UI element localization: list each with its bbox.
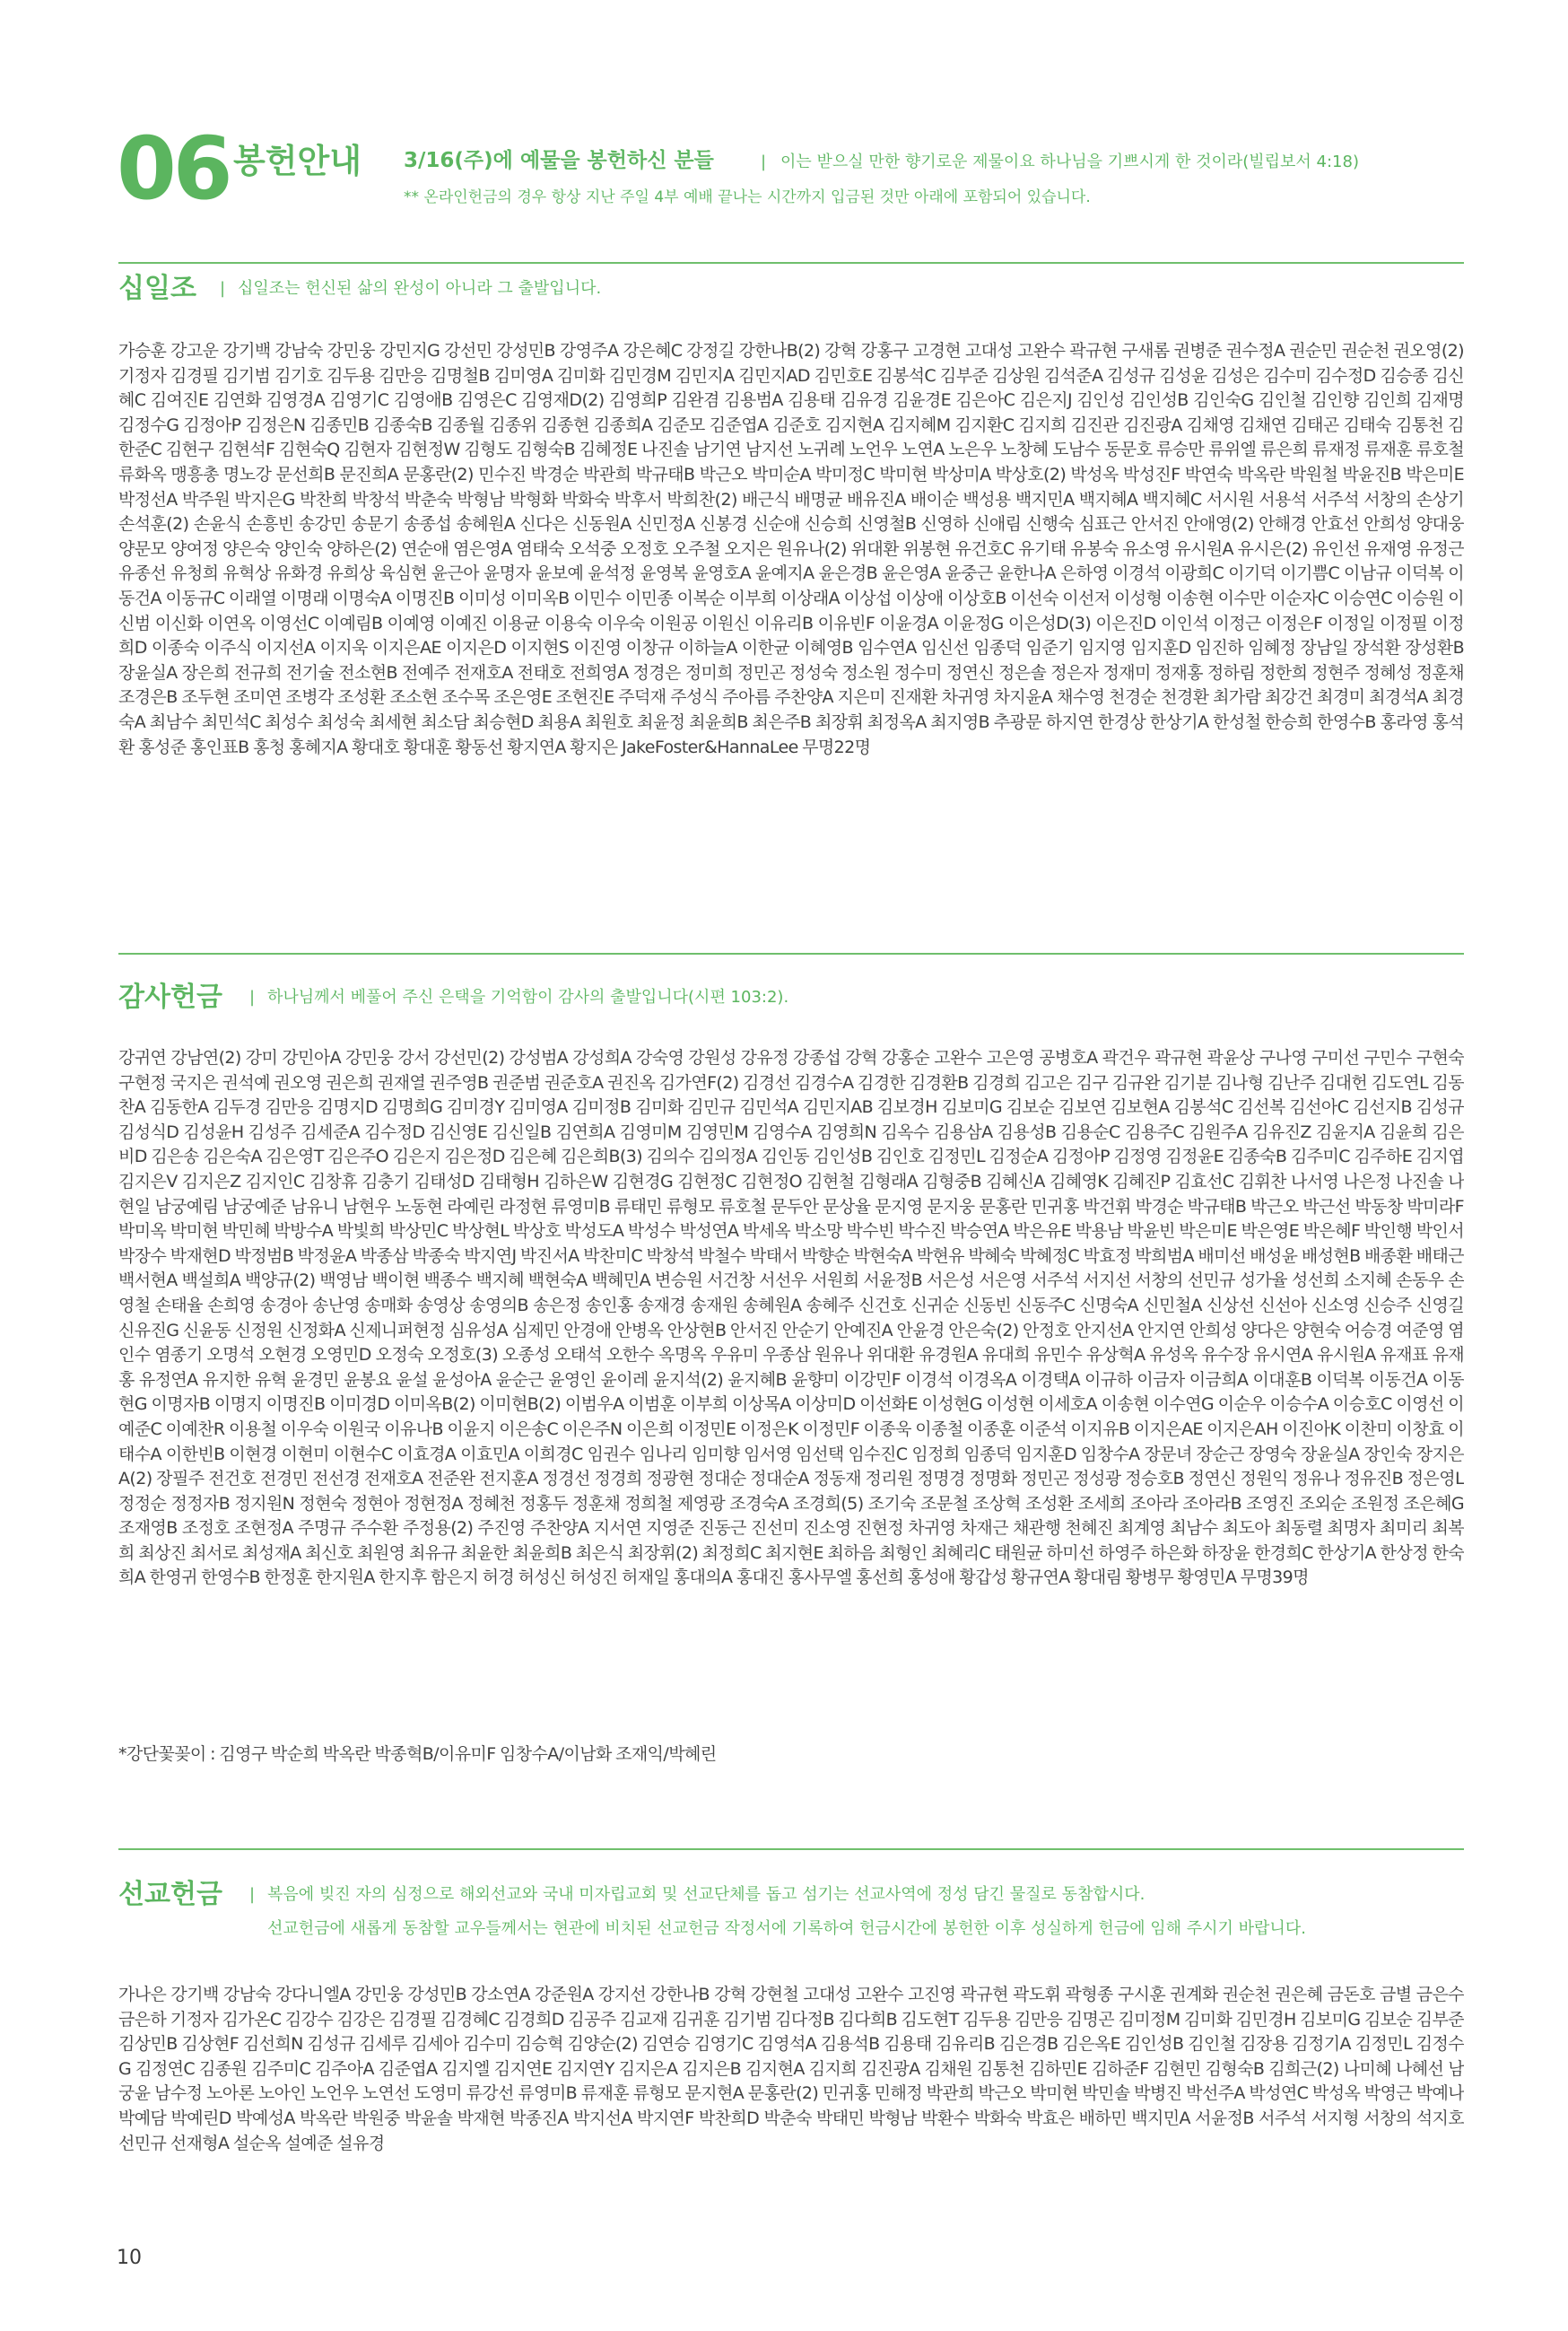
mission-title: 선교헌금: [118, 1879, 222, 1910]
tithe-names: 가승훈 강고운 강기백 강남숙 강민웅 강민지G 강선민 강성민B 강영주A 강은혜C 강정길 강한나B(2) 강혁 강홍구 고경현 고대성 고완수 곽규현 구새롬 권병준 권수정A 권순민 권순천 권오영(2) 기정자 김경필 김기범 김기호 김두용 김만응 김명철B 김미영A 김미화 김민경M 김민지A 김민지AD 김민호E 김봉석C 김부준 김상원 김석준A 김성규 김성윤 김성은 김수미 김수정D 김승종 김신혜C 김여진E 김연화 김영경A 김영기C 김영애B 김영은C 김영재D(2) 김영희P 김완겸 김용범A 김용태 김유경 김윤경E 김은아C 김은지J 김인성 김인성B 김인숙G 김인철 김인향 김인희 김재명 김정수G 김정아P 김정은N 김종민B 김종숙B 김종월 김종위 김종현 김종희A 김준모 김준엽A 김준호 김지현A 김지혜M 김지환C 김지희 김진관 김진광A 김채영 김채연 김태곤 김태숙 김통천 김한준C 김현구 김현석F 김현숙Q 김현자 김현정W 김형도 김형숙B 김혜정E 나진솔 남기연 남지선 노귀례 노언우 노연A 노은우 노창혜 도남수 동문호 류승만 류위엘 류은희 류재정 류재훈 류호철 류화옥 맹흥총 명노강 문선희B 문진희A 문홍란(2) 민수진 박경순 박관희 박규태B 박근오 박미순A 박미정C 박미현 박상미A 박상호(2) 박성옥 박성진F 박연숙 박옥란 박원철 박윤진B 박은미E 박정선A 박주원 박지은G 박찬희 박창석 박춘숙 박형남 박형화 박화숙 박후서 박희찬(2) 배근식 배명균 배유진A 배이순 백성용 백지민A 백지혜A 백지혜C 서시원 서용석 서주석 서창의 손상기 손석훈(2) 손윤식 손흥빈 송강민 송문기 송종섭 송혜원A 신다은 신동원A 신민정A 신봉경 신순애 신승희 신영철B 신영하 신애림 신행숙 심표근 안서진 안애영(2) 안해경 안효선 안희성 양대웅 양문모 양여정 양은숙 양인숙 양하은(2) 연순애 염은영A 염태숙 오석중 오정호 오주철 오지은 원유나(2) 위대환 위봉현 유건호C 유기태 유봉숙 유소영 유시원A 유시은(2) 유인선 유재영 유정근 유종선 유청희 유혁상 유화경 유희상 육심현 윤근아 윤명자 윤보예 윤석정 윤영복 윤영호A 윤예지A 윤은경B 윤은영A 윤중근 윤한나A 은하영 이경석 이광희C 이기덕 이기쁨C 이남규 이덕복 이동건A 이동규C 이래열 이명래 이명숙A 이명진B 이미성 이미옥B 이민수 이민종 이복순 이부희 이상래A 이상섭 이상애 이상호B 이선숙 이선저 이성형 이송현 이수만 이순자C 이승연C 이승원 이신범 이신화 이연옥 이영선C 이예림B 이예영 이예진 이용균 이용숙 이우숙 이원공 이원신 이유리B 이유빈F 이윤경A 이윤정G 이은성D(3) 이은진D 이인석 이정근 이정은F 이정일 이정필 이정희D 이종숙 이주식 이지선A 이지욱 이지은AE 이지은D 이지현S 이진영 이창규 이하늘A 이한균 이혜영B 임수연A 임신선 임종덕 임준기 임지영 임지훈D 임진하 임혜정 장남일 장석환 장성환B 장윤실A 장은희 전규희 전기술 전소현B 전예주 전재호A 전태호 전희영A 정경은 정미희 정민곤 정성숙 정소원 정수미 정연신 정은솔 정은자 정재미 정재홍 정하림 정한희 정현주 정혜성 정훈채 조경은B 조두현 조미연 조병각 조성환 조소현 조수목 조은영E 조현진E 주덕재 주성식 주아름 주찬양A 지은미 진재환 차귀영 차지윤A 채수영 천경순 천경환 최가람 최강건 최경미 최경석A 최경숙A 최남수 최민석C 최성수 최성숙 최세현 최소담 최승현D 최용A 최원호 최윤정 최윤희B 최은주B 최장휘 최정옥A 최지영B 추광문 하지연 한경상 한상기A 한성철 한승희 한영수B 홍라영 홍석환 홍성준 홍인표B 홍청 홍혜지A 황대호 황대훈 황동선 황지연A 황지은 JakeFoster&HannaLee 무명22명: [118, 341, 1464, 757]
online-offering-note: ** 온라인헌금의 경우 항상 지난 주일 4부 예배 끝나는 시간까지 입금된 것만 아래에 포함되어 있습니다.: [404, 188, 1091, 206]
separator: |: [249, 1885, 256, 1904]
tithe-title: 십일조: [118, 273, 196, 304]
flower-offering-note: *강단꽃꽂이 : 김영구 박순희 박옥란 박종혁B/이유미F 임창수A/이남화 조재익/박혜린: [118, 1744, 717, 1764]
divider: [118, 953, 1464, 955]
page-number: 10: [117, 2247, 142, 2269]
mission-names: 가나은 강기백 강남숙 강다니엘A 강민웅 강성민B 강소연A 강준원A 강지선 강한나B 강혁 강현철 고대성 고완수 고진영 곽규현 곽도휘 곽형종 구시훈 권계화 권순천 권은혜 금돈호 금별 금은수 금은하 기정자 김가온C 김강수 김강은 김경필 김경혜C 김경희D 김공주 김교재 김귀훈 김기범 김다정B 김다희B 김도현T 김두용 김만응 김명곤 김미정M 김미화 김민경H 김보미G 김보순 김부준 김상민B 김상현F 김선희N 김성규 김세루 김세아 김수미 김승혁 김양순(2) 김연승 김영기C 김영석A 김용석B 김용태 김유리B 김은경B 김은옥E 김인성B 김인철 김장용 김정기A 김정민L 김정수G 김정연C 김종원 김주미C 김주아A 김준엽A 김지엘 김지연E 김지연Y 김지은A 김지은B 김지현A 김지희 김진광A 김채원 김통천 김하민E 김하준F 김현민 김형숙B 김희근(2) 나미혜 나혜선 남궁윤 남수정 노아론 노아인 노언우 노연선 도영미 류강선 류영미B 류재훈 류형모 문지현A 문홍란(2) 민귀홍 민해정 박관희 박근오 박미현 박민솔 박병진 박선주A 박성연C 박성옥 박영근 박예나 박예담 박예린D 박예성A 박옥란 박원중 박윤솔 박재현 박종진A 박지선A 박지연F 박찬희D 박춘숙 박태민 박형남 박환수 박화숙 박효은 배하민 백지민A 서윤정B 서주석 서지형 서창의 석지호 선민규 선재형A 설순옥 설예준 설유경: [118, 1985, 1464, 2153]
bible-verse: 이는 받으실 만한 향기로운 제물이요 하나님을 기쁘시게 한 것이라(빌립보서 4:18): [780, 153, 1359, 171]
divider: [118, 262, 1464, 264]
separator: |: [249, 988, 256, 1007]
offering-date-heading: 3/16(주)에 예물을 봉헌하신 분들: [404, 149, 714, 172]
divider: [118, 1848, 1464, 1850]
separator: |: [761, 153, 767, 171]
mission-description-1: 복음에 빚진 자의 심정으로 해외선교와 국내 미자립교회 및 선교단체를 돕고 섬기는 선교사역에 정성 담긴 물질로 동참합시다.: [267, 1885, 1146, 1904]
mission-description-2: 선교헌금에 새롭게 동참할 교우들께서는 현관에 비치된 선교헌금 작정서에 기록하여 헌금시간에 봉헌한 이후 성실하게 헌금에 임해 주시기 바랍니다.: [267, 1919, 1306, 1938]
separator: |: [220, 279, 226, 298]
section-title: 봉헌안내: [233, 142, 362, 180]
thanks-names: 강귀연 강남연(2) 강미 강민아A 강민웅 강서 강선민(2) 강성범A 강성희A 강숙영 강원성 강유정 강종섭 강혁 강홍순 고완수 고은영 공병호A 곽건우 곽규현 곽윤상 구나영 구미선 구민수 구현숙 구현정 국지은 권석예 권오영 권은희 권재열 권주영B 권준범 권준호A 권진옥 김가연F(2) 김경선 김경수A 김경한 김경환B 김경희 김고은 김구 김규완 김기분 김나형 김난주 김대헌 김도연L 김동찬A 김동한A 김두경 김만응 김명지D 김명희G 김미경Y 김미영A 김미정B 김미화 김민규 김민석A 김민지AB 김보경H 김보미G 김보순 김보연 김보현A 김봉석C 김선복 김선아C 김선지B 김성규 김성식D 김성윤H 김성주 김세준A 김수정D 김신영E 김신일B 김연희A 김영미M 김영민M 김영수A 김영희N 김옥수 김용삼A 김용성B 김용순C 김용주C 김원주A 김유진Z 김윤지A 김윤희 김은비D 김은송 김은숙A 김은영T 김은주O 김은지 김은정D 김은혜 김은희B(3) 김의수 김의정A 김인동 김인성B 김인호 김정민L 김정순A 김정아P 김정영 김정윤E 김종숙B 김주미C 김주하E 김지엽 김지은V 김지은Z 김지인C 김창휴 김충기 김태성D 김태형H 김하은W 김현경G 김현정C 김현정O 김현철 김형래A 김형중B 김혜신A 김혜영K 김혜진P 김효선C 김휘찬 나서영 나은정 나진솔 나현일 남궁예림 남궁예준 남유니 남현우 노동현 라예린 라정현 류영미B 류태민 류형모 류호철 문두안 문상율 문지영 문지웅 문홍란 민귀홍 박건휘 박경순 박규태B 박근오 박근선 박동창 박미라F 박미옥 박미현 박민혜 박방수A 박빛희 박상민C 박상현L 박상호 박성도A 박성수 박성연A 박세옥 박소망 박수빈 박수진 박승연A 박은유E 박용남 박윤빈 박은미E 박은영E 박은혜F 박인행 박인서 박장수 박재현D 박정범B 박정윤A 박종삼 박종숙 박지연J 박진서A 박찬미C 박창석 박철수 박태서 박향순 박현숙A 박현유 박혜숙 박혜정C 박효정 박희범A 배미선 배성윤 배성현B 배종환 배태근 백서현A 백설희A 백양규(2) 백영남 백이현 백종수 백지혜 백현숙A 백혜민A 변승원 서건창 서선우 서원희 서윤정B 서은성 서은영 서주석 서지선 서창의 선민규 성가율 성선희 소지혜 손동우 손영철 손태율 손희영 송경아 송난영 송매화 송영상 송영의B 송은정 송인홍 송재경 송재원 송혜원A 송혜주 신건호 신귀순 신동빈 신동주C 신명숙A 신민철A 신상선 신선아 신소영 신승주 신영길 신유진G 신윤동 신정원 신정화A 신제니퍼현정 심유성A 심제민 안경애 안병옥 안상현B 안서진 안순기 안예진A 안윤경 안은숙(2) 안정호 안지선A 안지연 안희성 양다은 양현숙 어승경 여준영 염인수 염종기 오명석 오현경 오영민D 오정숙 오정호(3) 오종성 오태석 오한수 옥명옥 우유미 우종삼 원유나 위대환 유경원A 유대희 유민수 유상혁A 유성옥 유수장 유시연A 유시원A 유재표 유재홍 유정연A 유지한 유혁 윤경민 윤봉요 윤설 윤성아A 윤순근 윤영인 윤이레 윤지석(2) 윤지혜B 윤향미 이강민F 이경석 이경옥A 이경택A 이규하 이금자 이금희A 이대훈B 이덕복 이동건A 이동현G 이명자B 이명지 이명진B 이미경D 이미옥B(2) 이미현B(2) 이범우A 이범훈 이부희 이상목A 이상미D 이선화E 이성현G 이성현 이세호A 이송현 이수연G 이순우 이승수A 이승호C 이영선 이예준C 이예찬R 이용철 이우숙 이원국 이유나B 이윤지 이은송C 이은주N 이은희 이정민E 이정은K 이정민F 이종욱 이종철 이종훈 이준석 이지유B 이지은AE 이지은AH 이진아K 이찬미 이창효 이태수A 이한빈B 이현경 이현미 이현수C 이효경A 이효민A 이희경C 임권수 임나리 임미향 임서영 임선택 임수진C 임정희 임종덕 임지훈D 임창수A 장문녀 장순근 장영숙 장윤실A 장인숙 장지은A(2) 장필주 전건호 전경민 전선경 전재호A 전준완 전지훈A 정경선 정경희 정광현 정대순 정대순A 정동재 정리원 정명경 정명화 정민곤 정성광 정승호B 정연신 정원익 정유나 정유진B 정은영L 정정순 정정자B 정지원N 정현숙 정현아 정현정A 정혜천 정홍두 정훈채 정희철 제영광 조경숙A 조경희(5) 조기숙 조문철 조상혁 조성환 조세희 조아라 조아라B 조영진 조외순 조원정 조은혜G 조재영B 조정호 조현정A 주명규 주수환 주정용(2) 주진영 주찬양A 지서연 지영준 진동근 진선미 진소영 진현정 차귀영 차재근 채관행 천혜진 최계영 최남수 최도아 최동렬 최명자 최미리 최복희 최상진 최서로 최성재A 최신호 최원영 최유규 최윤한 최윤희B 최은식 최장휘(2) 최정희C 최지현E 최하음 최형인 최혜리C 태원균 하미선 하영주 하은화 하장윤 한경희C 한상기A 한상정 한숙희A 한영귀 한영수B 한정훈 한지원A 한지후 함은지 허경 허성신 허성진 허재일 홍대의A 홍대진 홍사무엘 홍선희 홍성애 황갑성 황규연A 황대림 황병무 황영민A 무명39명: [118, 1048, 1464, 1588]
tithe-description: 십일조는 헌신된 삶의 완성이 아니라 그 출발입니다.: [238, 279, 602, 298]
thanks-title: 감사헌금: [118, 982, 222, 1013]
thanks-description: 하나님께서 베풀어 주신 은택을 기억함이 감사의 출발입니다(시편 103:2).: [267, 988, 789, 1007]
section-number: 06: [117, 118, 230, 219]
page-header: [117, 118, 1462, 219]
